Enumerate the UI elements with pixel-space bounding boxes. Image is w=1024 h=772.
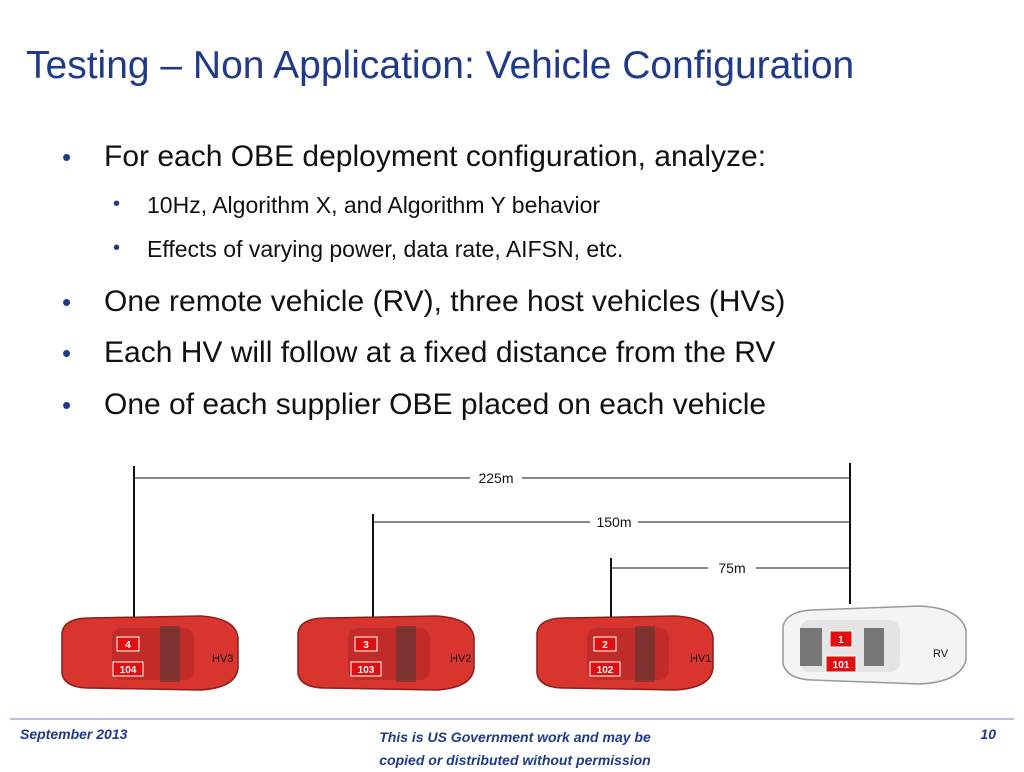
car-windshield xyxy=(635,626,655,682)
bullet-text: Each HV will follow at a fixed distance from the RV xyxy=(104,336,776,369)
vehicle-configuration-diagram xyxy=(0,460,1024,710)
vehicle-label: HV3 xyxy=(212,653,234,665)
footer-notice-line: copied or distributed without permission xyxy=(379,752,651,768)
bullet-text: Effects of varying power, data rate, AIFSN, etc. xyxy=(147,236,624,262)
obe-id-top: 2 xyxy=(602,640,608,651)
bullet-text: One of each supplier OBE placed on each vehicle xyxy=(104,388,767,421)
obe-id-top: 1 xyxy=(838,635,844,646)
vehicle-label: HV2 xyxy=(450,653,472,665)
vehicle-label: RV xyxy=(933,648,949,660)
car-windshield xyxy=(864,628,884,666)
obe-id-bottom: 104 xyxy=(119,665,137,676)
car-rv xyxy=(783,606,966,684)
distance-label-150: 150m xyxy=(596,514,632,530)
car-windshield xyxy=(160,626,180,682)
obe-id-bottom: 102 xyxy=(596,665,614,676)
bullet-glyph: • xyxy=(62,390,72,420)
bullet-text: For each OBE deployment configuration, analyze: xyxy=(104,140,767,173)
car-hv3 xyxy=(62,616,238,690)
bullet-glyph: • xyxy=(62,338,72,368)
footer-date: September 2013 xyxy=(20,726,128,742)
obe-id-bottom: 103 xyxy=(357,665,375,676)
slide-title: Testing – Non Application: Vehicle Configuration xyxy=(26,44,855,87)
bullet-glyph: • xyxy=(113,193,121,215)
bullet-text: One remote vehicle (RV), three host vehicles (HVs) xyxy=(104,285,786,318)
bullet-text: 10Hz, Algorithm X, and Algorithm Y behavior xyxy=(147,192,601,218)
distance-label-75: 75m xyxy=(718,560,746,576)
bullet-glyph: • xyxy=(62,287,72,317)
car-windshield xyxy=(396,626,416,682)
vehicle-label: HV1 xyxy=(690,653,712,665)
obe-id-top: 3 xyxy=(363,640,369,651)
car-rear-window xyxy=(800,628,822,666)
footer-notice xyxy=(330,726,700,772)
bullet-glyph: • xyxy=(113,237,121,259)
page-number: 10 xyxy=(980,726,996,742)
footer-notice-line: This is US Government work and may be xyxy=(379,729,651,745)
bullet-glyph: • xyxy=(62,142,72,172)
car-hv2 xyxy=(298,616,474,690)
obe-id-bottom: 101 xyxy=(832,660,850,671)
car-hv1 xyxy=(537,616,713,690)
obe-id-top: 4 xyxy=(125,640,131,651)
distance-label-225: 225m xyxy=(478,470,514,486)
footer-rule xyxy=(10,718,1014,720)
